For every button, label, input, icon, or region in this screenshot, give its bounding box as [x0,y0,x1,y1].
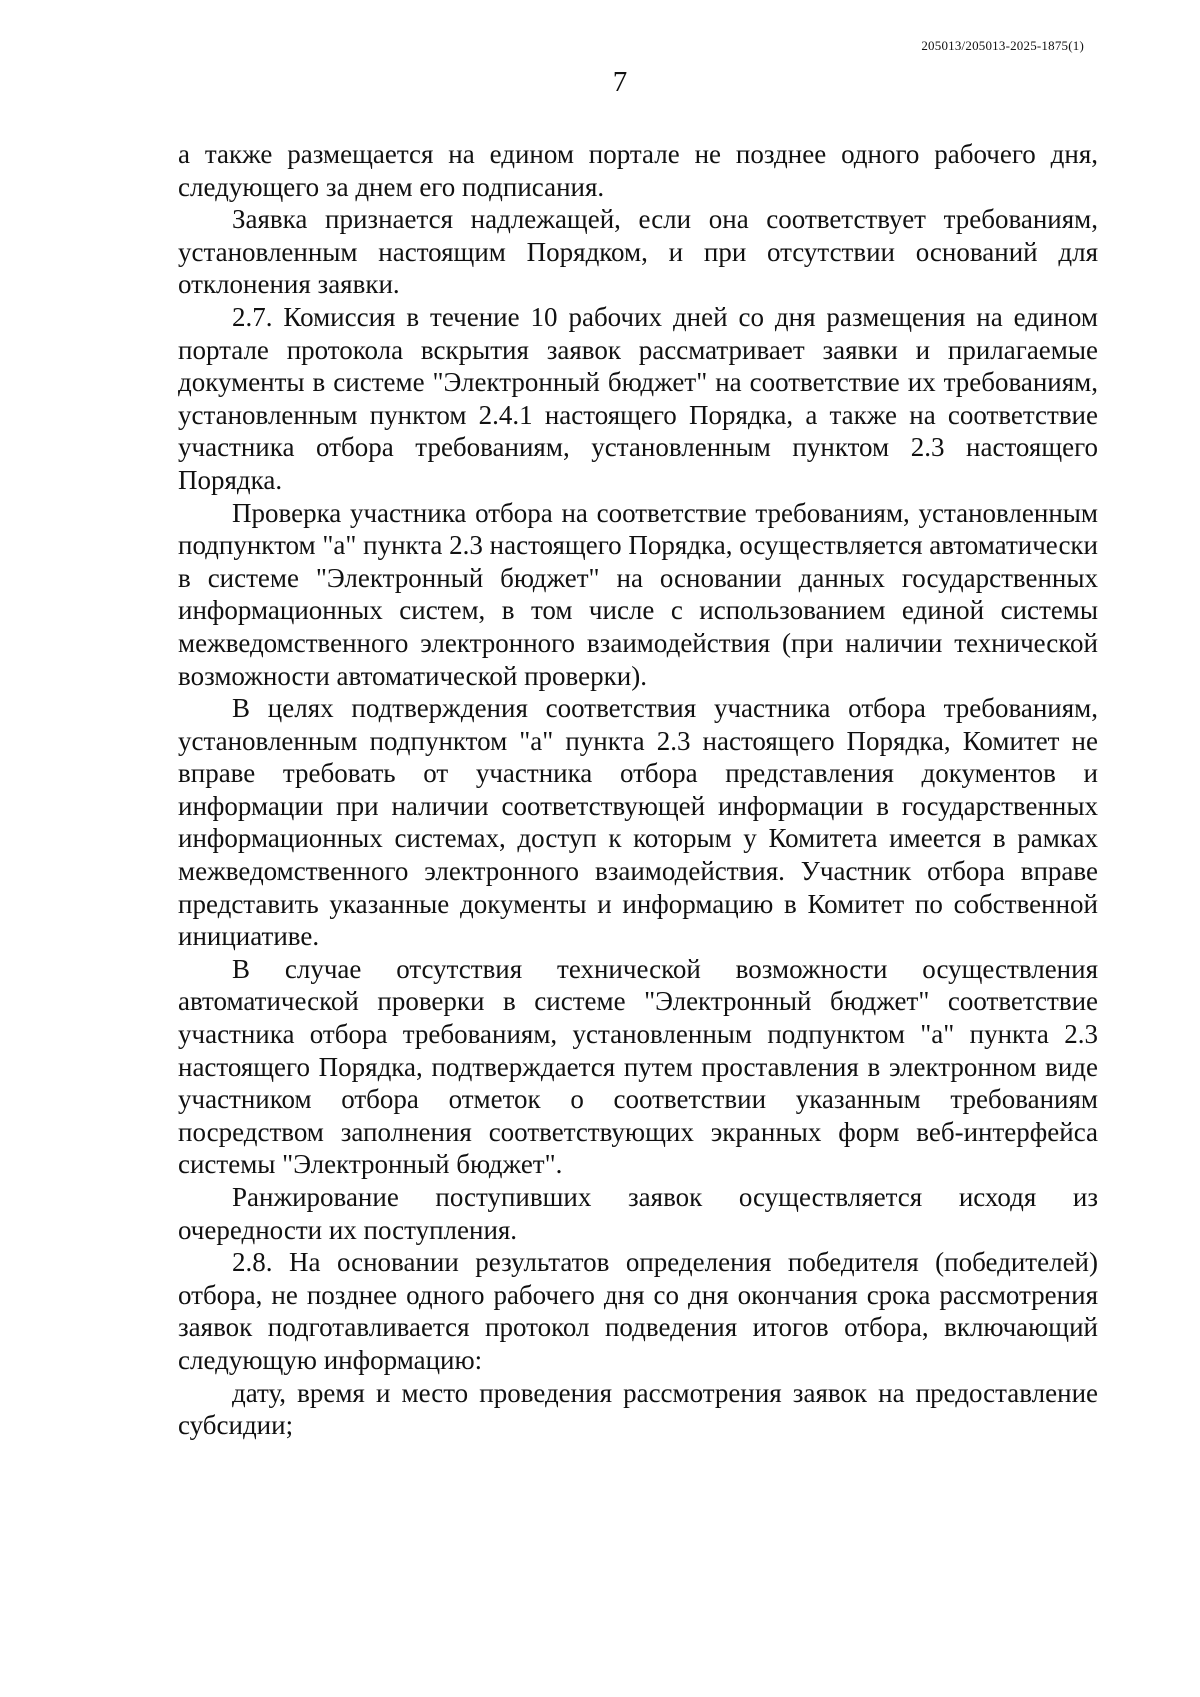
document-id: 205013/205013-2025-1875(1) [921,38,1084,53]
paragraph-2-8-results-protocol: 2.8. На основании результатов определения победителя (победителей) отбора, не позднее одного рабочего дня со дня окончания срока рассмотрения заявок подготавливается протокол подведения итогов отбора, включающий следующую информацию: [178,1247,1098,1375]
paragraph-continuation: а также размещается на едином портале не позднее одного рабочего дня, следующего за днем его подписания. [178,139,1098,202]
document-body [178,138,1098,1442]
paragraph-confirmation: В целях подтверждения соответствия участника отбора требованиям, установленным подпунктом "а" пункта 2.3 настоящего Порядка, Комитет не вправе требовать от участника отбора представления документов и информации при наличии соответствующей информации в государственных информационных системах, доступ к которым у Комитета имеется в рамках межведомственного электронного взаимодействия. Участник отбора вправе представить указанные документы и информацию в Комитет по собственной инициативе. [178,693,1098,952]
page-number: 7 [612,66,628,98]
paragraph-date-time-place: дату, время и место проведения рассмотрения заявок на предоставление субсидии; [178,1377,1098,1441]
paragraph-automatic-check: Проверка участника отбора на соответствие требованиям, установленным подпунктом "а" пункта 2.3 настоящего Порядка, осуществляется автоматически в системе "Электронный бюджет" на основании данных государственных информационных систем, в том числе с использованием единой системы межведомственного электронного взаимодействия (при наличии технической возможности автоматической проверки). [178,497,1098,691]
paragraph-ranking: Ранжирование поступивших заявок осуществляется исходя из очередности их поступления. [178,1182,1098,1245]
paragraph-2-7-commission-review: 2.7. Комиссия в течение 10 рабочих дней со дня размещения на едином портале протокола вскрытия заявок рассматривает заявки и прилагаемые документы в системе "Электронный бюджет" на соответствие их требованиям, установленным пунктом 2.4.1 настоящего Порядка, а также на соответствие участника отбора требованиям, установленным пунктом 2.3 настоящего Порядка. [178,301,1098,495]
paragraph-no-technical-possibility: В случае отсутствия технической возможности осуществления автоматической проверки в системе "Электронный бюджет" соответствие участника отбора требованиям, установленным подпунктом "а" пункта 2.3 настоящего Порядка, подтверждается путем проставления в электронном виде участником отбора отметок о соответствии указанным требованиям посредством заполнения соответствующих экранных форм веб-интерфейса системы "Электронный бюджет". [178,953,1098,1180]
paragraph-application-proper: Заявка признается надлежащей, если она соответствует требованиям, установленным настоящим Порядком, и при отсутствии оснований для отклонения заявки. [178,204,1098,300]
